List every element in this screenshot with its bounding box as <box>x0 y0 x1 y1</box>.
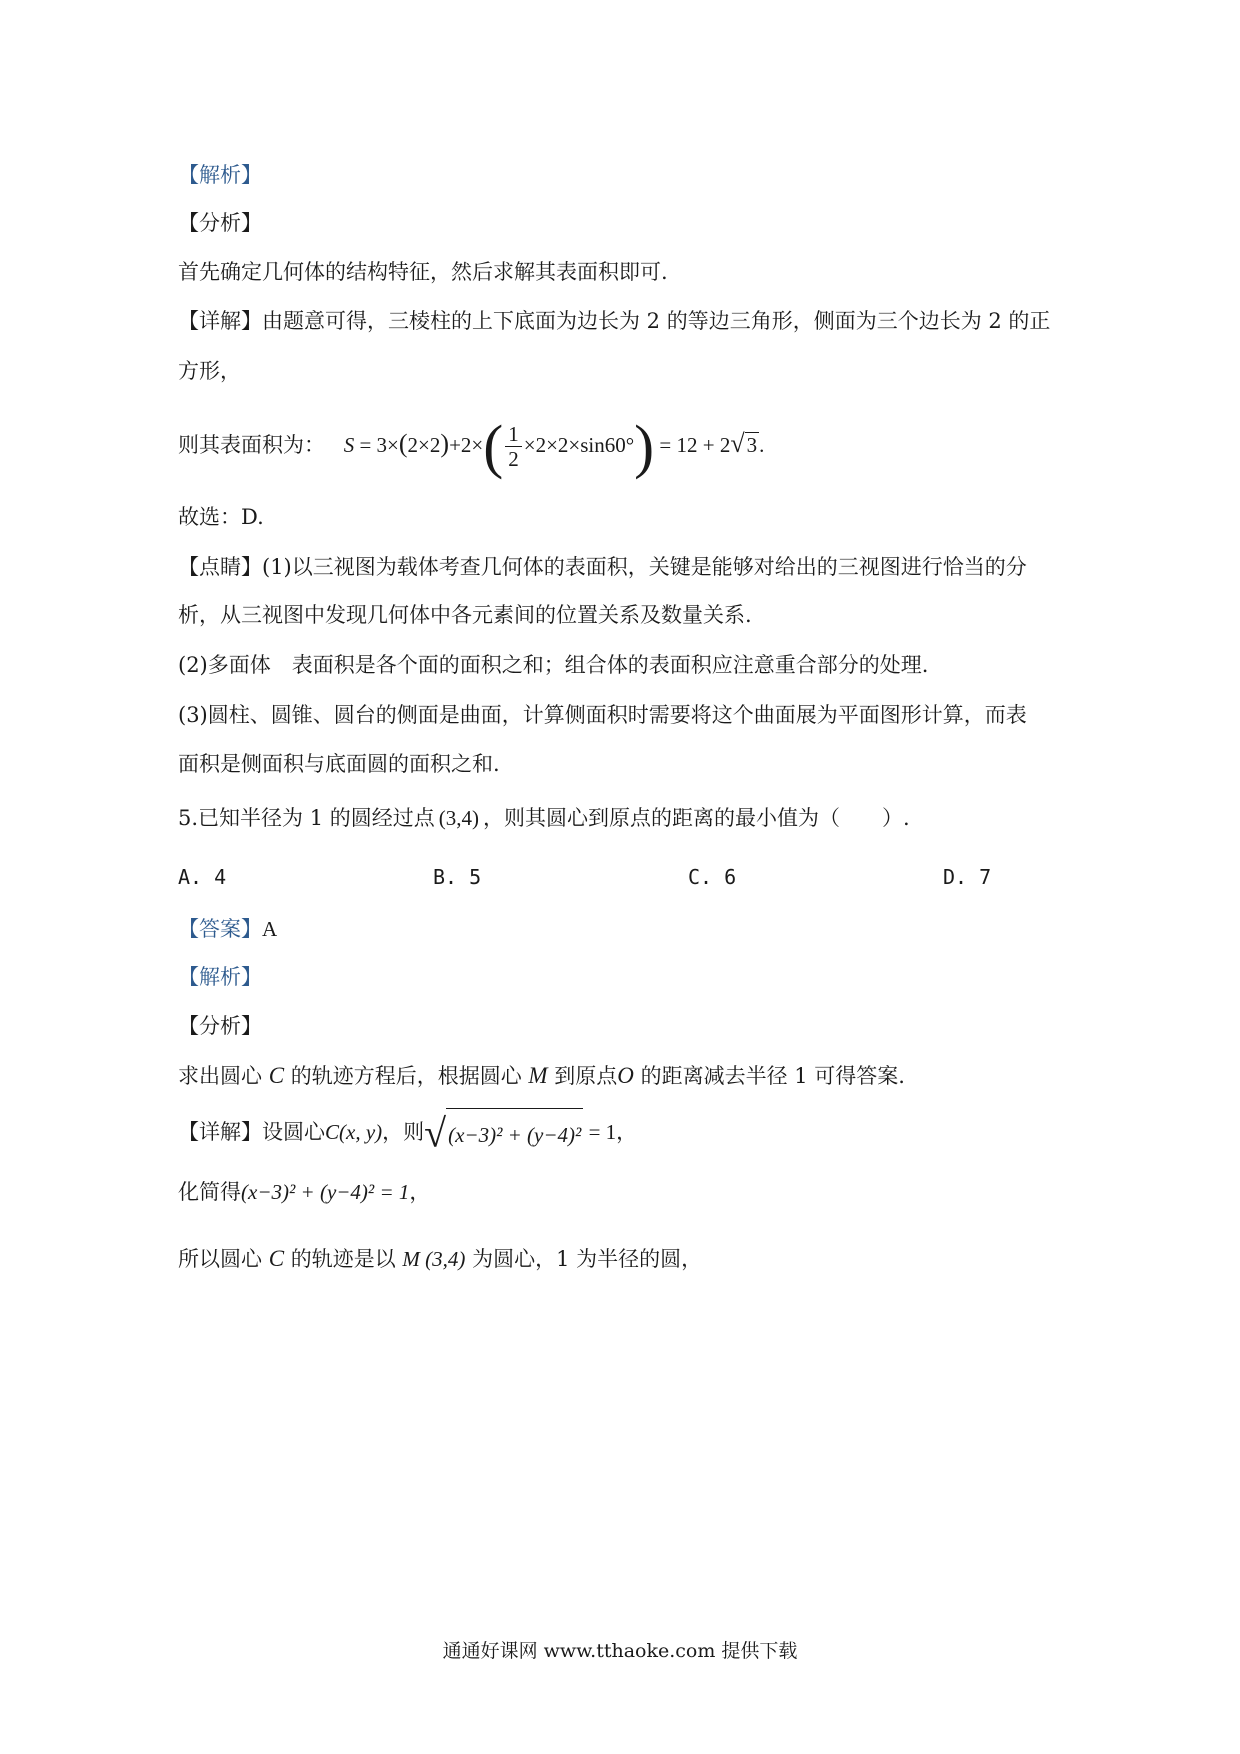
fraction-half: $\frac{1}{2}$ <box>505 422 522 471</box>
fenxi-text-2: 求出圆心 C 的轨迹方程后，根据圆心 M 到原点O 的距离减去半径 1 可得答案. <box>178 1063 905 1088</box>
answer-tag: 【答案】 <box>178 917 262 941</box>
analysis-tag-2: 【解析】 <box>178 965 262 989</box>
dianjing-line-5: 面积是侧面积与底面圆的面积之和. <box>178 752 500 776</box>
detail-tag: 【详解】 <box>178 309 262 333</box>
dianjing-line-4: (3)圆柱、圆锥、圆台的侧面是曲面，计算侧面积时需要将这个曲面展为平面图形计算，而表 <box>178 703 1027 727</box>
answer-line <box>178 914 277 944</box>
stem-prefix: 5.已知半径为 1 的圆经过点 <box>178 806 435 830</box>
distance-radicand: (x−3)² + (y−4)² <box>446 1108 583 1159</box>
conclusion-line: 所以圆心 C 的轨迹是以 M (3,4) 为圆心，1 为半径的圆， <box>178 1246 703 1271</box>
answer-value: A <box>262 917 278 941</box>
option-c: C. 6 <box>688 865 737 889</box>
sqrt-radicand: 3 <box>746 433 758 457</box>
dianjing-text-1: (1)以三视图为载体考查几何体的表面积，关键是能够对给出的三视图进行恰当的分 <box>262 555 1027 579</box>
options-row <box>178 862 1078 892</box>
dianjing-line-3: (2)多面体 表面积是各个面的面积之和；组合体的表面积应注意重合部分的处理. <box>178 653 929 677</box>
simplify-line: 化简得(x−3)² + (y−4)² = 1， <box>178 1180 431 1204</box>
option-d: D. 7 <box>943 865 992 889</box>
formula-end: . <box>759 433 765 457</box>
detail-tag-2: 【详解】 <box>178 1120 262 1144</box>
dianjing-line-1 <box>178 552 1027 582</box>
choice-text: 故选：D. <box>178 505 264 529</box>
footer-source: 通通好课网 www.tthaoke.com 提供下载 <box>442 1640 798 1662</box>
option-b: B. 5 <box>433 865 482 889</box>
formula-prefix: 则其表面积为： <box>178 433 325 457</box>
fenxi-text: 首先确定几何体的结构特征，然后求解其表面积即可. <box>178 260 668 284</box>
formula-inner1: 2×2 <box>407 433 441 457</box>
surface-area-formula: 则其表面积为： S = 3×(2×2)+2×( $\frac{1}{2}$ ×2×2×sin60°) = 12 + 2√3. <box>178 413 765 480</box>
stem-suffix: ，则其圆心到原点的距离的最小值为（ ）. <box>483 806 910 830</box>
detail-line-2: 方形， <box>178 359 241 383</box>
question-5-stem <box>178 803 910 833</box>
formula-part2: +2× <box>449 433 484 457</box>
formula-s: S <box>343 433 355 457</box>
circle-equation: (x−3)² + (y−4)² = 1 <box>241 1180 410 1204</box>
analysis-tag: 【解析】 <box>178 163 262 187</box>
detail-line-1 <box>178 306 1050 336</box>
formula-inner2: ×2×2×sin60° <box>523 433 635 457</box>
fenxi-tag-2: 【分析】 <box>178 1014 262 1038</box>
dianjing-line-2: 析，从三视图中发现几何体中各元素间的位置关系及数量关系. <box>178 603 752 627</box>
detail-text: 由题意可得，三棱柱的上下底面为边长为 2 的等边三角形，侧面为三个边长为 2 的正 <box>262 309 1051 333</box>
formula-part3: = 12 + 2 <box>654 433 731 457</box>
fenxi-tag: 【分析】 <box>178 211 262 235</box>
option-a: A. 4 <box>178 865 227 889</box>
detail-line-q5: 【详解】设圆心C(x, y)，则√(x−3)² + (y−4)² = 1， <box>178 1108 637 1159</box>
formula-part1: = 3× <box>354 433 399 457</box>
stem-point: (3,4) <box>438 806 479 830</box>
dianjing-tag: 【点睛】 <box>178 555 262 579</box>
